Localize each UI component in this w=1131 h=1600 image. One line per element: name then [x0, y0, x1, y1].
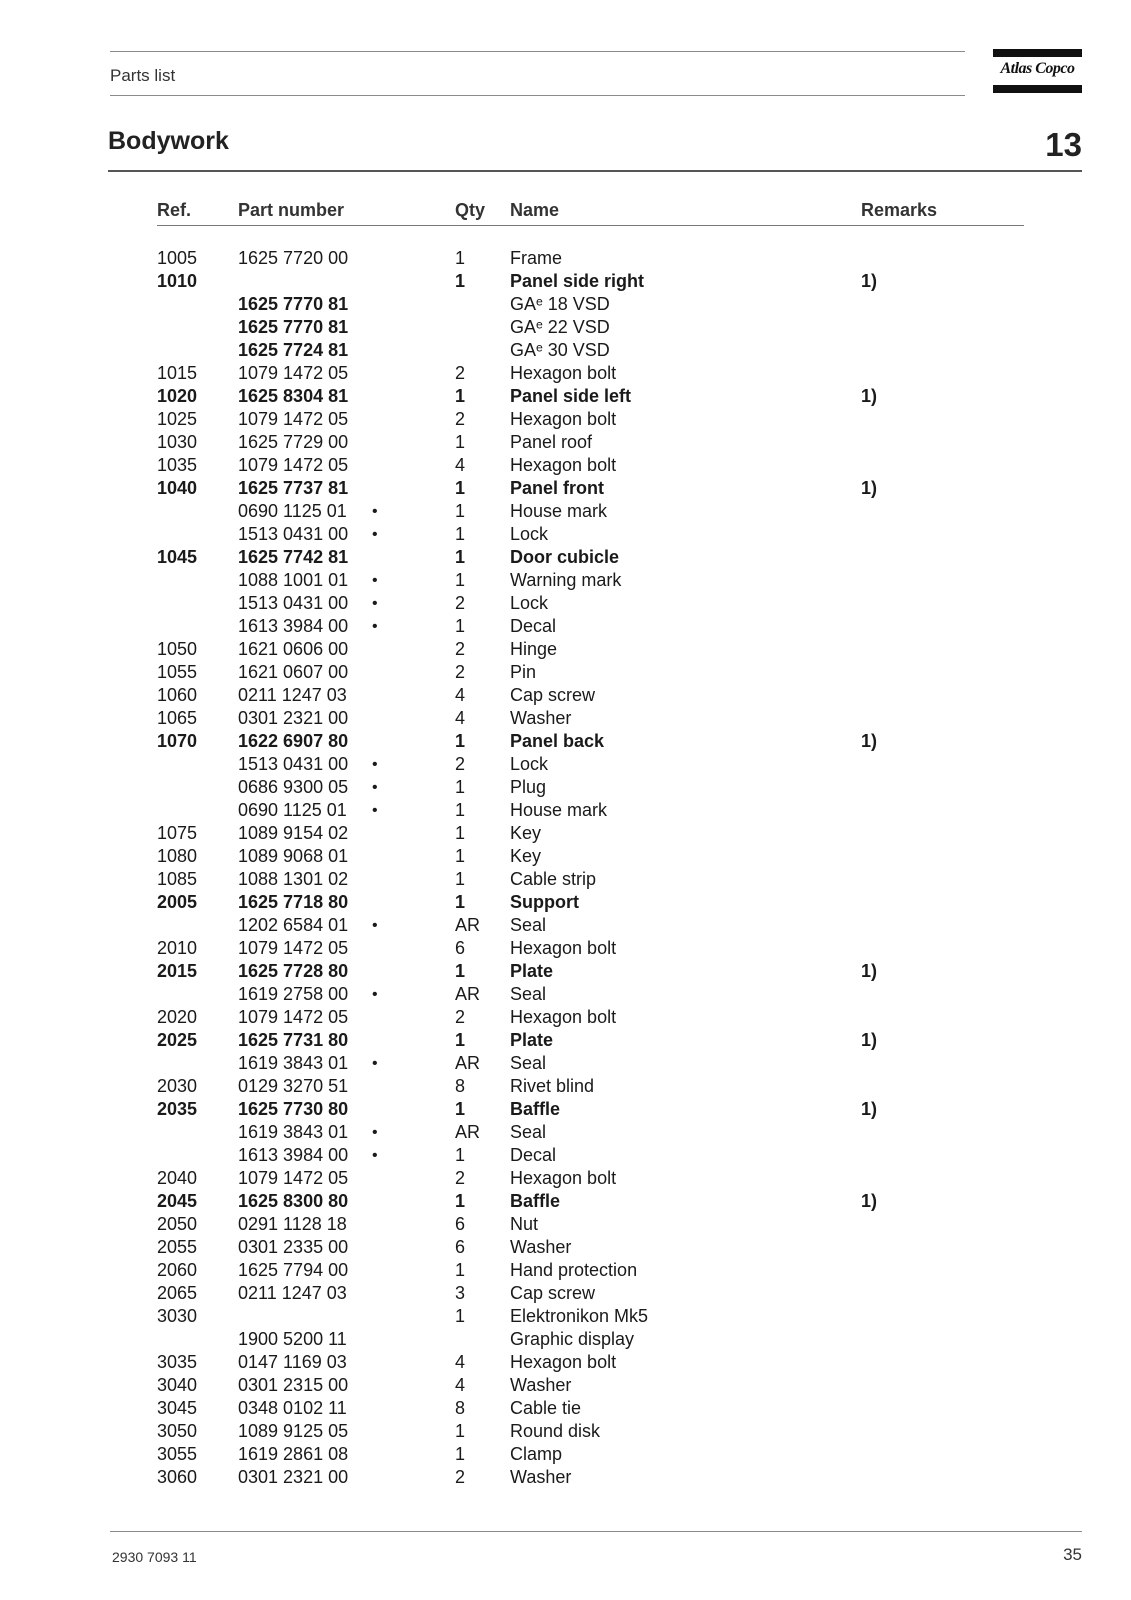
table-row: [157, 270, 1024, 293]
cell-remarks: 1): [861, 271, 878, 291]
cell-qty: 8: [455, 1398, 466, 1418]
table-row: [157, 730, 1024, 753]
cell-name: Rivet blind: [510, 1076, 595, 1096]
cell-qty: 2: [455, 662, 466, 682]
cell-ref: 2055: [157, 1237, 198, 1257]
table-row: [157, 1305, 1024, 1328]
cell-part-number: 1613 3984 00: [238, 1145, 349, 1165]
cell-part-number: 0690 1125 01: [238, 800, 347, 820]
cell-part-number: 0686 9300 05: [238, 777, 349, 797]
cell-ref: 1055: [157, 662, 198, 682]
header-label: Parts list: [110, 66, 176, 85]
cell-ref: 1065: [157, 708, 198, 728]
cell-part-number: 1625 7724 81: [238, 340, 349, 360]
table-row: [157, 684, 1024, 707]
cell-ref: 1085: [157, 869, 198, 889]
cell-name: House mark: [510, 501, 608, 521]
cell-qty: 1: [455, 432, 466, 452]
cell-part-number: 1900 5200 11: [238, 1329, 347, 1349]
cell-name: Hand protection: [510, 1260, 638, 1280]
table-row: [157, 500, 1024, 523]
cell-ref: 2010: [157, 938, 198, 958]
cell-bullet: •: [372, 595, 378, 612]
cell-part-number: 1513 0431 00: [238, 754, 349, 774]
table-row: [157, 1052, 1024, 1075]
table-row: [157, 638, 1024, 661]
cell-bullet: •: [372, 503, 378, 520]
cell-part-number: 1079 1472 05: [238, 938, 349, 958]
table-row: [157, 408, 1024, 431]
cell-qty: 3: [455, 1283, 466, 1303]
cell-ref: 2030: [157, 1076, 198, 1096]
cell-part-number: 0129 3270 51: [238, 1076, 349, 1096]
cell-part-number: 1622 6907 80: [238, 731, 349, 751]
table-row: [157, 914, 1024, 937]
cell-qty: 1: [455, 1191, 466, 1211]
cell-ref: 2040: [157, 1168, 198, 1188]
cell-ref: 3045: [157, 1398, 198, 1418]
cell-part-number: 0301 2321 00: [238, 708, 349, 728]
cell-ref: 3055: [157, 1444, 198, 1464]
cell-part-number: 1202 6584 01: [238, 915, 349, 935]
table-row: [157, 1282, 1024, 1305]
table-header-rule: [157, 225, 1024, 226]
cell-part-number: 0690 1125 01: [238, 501, 347, 521]
section-rule: [108, 170, 1082, 172]
cell-name: Panel front: [510, 478, 605, 498]
cell-name: Seal: [510, 1122, 547, 1142]
cell-qty: 1: [455, 248, 466, 268]
cell-bullet: •: [372, 1147, 378, 1164]
cell-name: Pin: [510, 662, 537, 682]
table-row: [157, 1190, 1024, 1213]
cell-part-number: 1079 1472 05: [238, 409, 349, 429]
table-body: [157, 247, 1024, 1489]
cell-ref: 3030: [157, 1306, 198, 1326]
cell-part-number: 1079 1472 05: [238, 455, 349, 475]
cell-name: Clamp: [510, 1444, 563, 1464]
cell-ref: 1020: [157, 386, 198, 406]
table-row: [157, 1259, 1024, 1282]
table-row: [157, 776, 1024, 799]
cell-remarks: 1): [861, 1099, 878, 1119]
cell-part-number: 1613 3984 00: [238, 616, 349, 636]
cell-remarks: 1): [861, 961, 878, 981]
cell-part-number: 0301 2321 00: [238, 1467, 349, 1487]
cell-qty: 1: [455, 547, 466, 567]
table-row: [157, 592, 1024, 615]
table-row: [157, 385, 1024, 408]
table-header: [157, 200, 1024, 224]
cell-name: Lock: [510, 524, 549, 544]
parts-table: [157, 200, 1024, 1487]
atlas-copco-logo: [993, 49, 1082, 93]
table-row: [157, 615, 1024, 638]
cell-bullet: •: [372, 779, 378, 796]
cell-part-number: 1089 9154 02: [238, 823, 349, 843]
table-row: [157, 362, 1024, 385]
cell-qty: 2: [455, 1467, 466, 1487]
cell-name: Hexagon bolt: [510, 409, 617, 429]
cell-name: Cap screw: [510, 685, 596, 705]
cell-qty: 2: [455, 1168, 466, 1188]
cell-name: Elektronikon Mk5: [510, 1306, 649, 1326]
table-row: [157, 247, 1024, 270]
cell-ref: 2035: [157, 1099, 198, 1119]
cell-part-number: 0301 2315 00: [238, 1375, 349, 1395]
cell-qty: 2: [455, 754, 466, 774]
cell-remarks: 1): [861, 1030, 878, 1050]
cell-ref: 3050: [157, 1421, 198, 1441]
cell-part-number: 1513 0431 00: [238, 524, 349, 544]
table-row: [157, 937, 1024, 960]
cell-bullet: •: [372, 572, 378, 589]
cell-name: Warning mark: [510, 570, 622, 590]
cell-name: Washer: [510, 1375, 572, 1395]
cell-bullet: •: [372, 986, 378, 1003]
cell-part-number: 1625 7731 80: [238, 1030, 349, 1050]
cell-ref: 1035: [157, 455, 198, 475]
cell-name: Key: [510, 846, 542, 866]
table-row: [157, 707, 1024, 730]
cell-part-number: 0301 2335 00: [238, 1237, 349, 1257]
cell-name: Hexagon bolt: [510, 1168, 617, 1188]
table-row: [157, 960, 1024, 983]
cell-part-number: 1625 7730 80: [238, 1099, 349, 1119]
cell-qty: 4: [455, 708, 466, 728]
cell-qty: 1: [455, 524, 466, 544]
cell-qty: 1: [455, 1306, 466, 1326]
cell-part-number: 1619 2758 00: [238, 984, 349, 1004]
cell-qty: 1: [455, 570, 466, 590]
footer-rule: [110, 1531, 1082, 1532]
cell-ref: 1045: [157, 547, 198, 567]
table-row: [157, 1075, 1024, 1098]
table-row: [157, 1167, 1024, 1190]
cell-qty: AR: [455, 915, 481, 935]
cell-name: Washer: [510, 1467, 572, 1487]
cell-part-number: 1088 1301 02: [238, 869, 349, 889]
cell-name: Decal: [510, 1145, 557, 1165]
cell-ref: 1070: [157, 731, 198, 751]
section-title: Bodywork: [108, 127, 229, 155]
cell-qty: 1: [455, 1099, 466, 1119]
table-row: [157, 1466, 1024, 1489]
table-row: [157, 293, 1024, 316]
cell-name: Cable tie: [510, 1398, 582, 1418]
cell-name: Round disk: [510, 1421, 601, 1441]
cell-qty: 1: [455, 1030, 466, 1050]
cell-name: Baffle: [510, 1191, 561, 1211]
cell-ref: 3035: [157, 1352, 198, 1372]
column-header-name: Name: [510, 200, 560, 220]
cell-qty: 6: [455, 1214, 466, 1234]
cell-part-number: 1625 7770 81: [238, 294, 349, 314]
cell-name: Baffle: [510, 1099, 561, 1119]
cell-part-number: 1621 0607 00: [238, 662, 349, 682]
cell-ref: 2060: [157, 1260, 198, 1280]
section-number: 13: [1045, 126, 1082, 163]
cell-qty: 2: [455, 409, 466, 429]
cell-part-number: 1621 0606 00: [238, 639, 349, 659]
table-row: [157, 1351, 1024, 1374]
cell-qty: 1: [455, 1145, 466, 1165]
cell-name: GAᵉ 30 VSD: [510, 340, 610, 360]
cell-name: Support: [510, 892, 579, 912]
column-header-qty: Qty: [455, 200, 486, 220]
cell-name: Seal: [510, 984, 547, 1004]
column-header-ref: Ref.: [157, 200, 192, 220]
cell-part-number: 1089 9125 05: [238, 1421, 349, 1441]
column-header-remarks: Remarks: [861, 200, 938, 220]
cell-qty: 1: [455, 501, 466, 521]
cell-name: Lock: [510, 754, 549, 774]
cell-remarks: 1): [861, 386, 878, 406]
cell-name: Panel side right: [510, 271, 645, 291]
cell-name: Hexagon bolt: [510, 1352, 617, 1372]
table-row: [157, 891, 1024, 914]
cell-ref: 1010: [157, 271, 198, 291]
cell-qty: 2: [455, 593, 466, 613]
cell-qty: 1: [455, 800, 466, 820]
table-row: [157, 316, 1024, 339]
cell-qty: AR: [455, 984, 481, 1004]
cell-qty: 1: [455, 777, 466, 797]
cell-qty: 1: [455, 846, 466, 866]
logo-text: Atlas Copco: [1000, 60, 1075, 77]
cell-qty: 1: [455, 869, 466, 889]
cell-ref: 1030: [157, 432, 198, 452]
cell-ref: 1075: [157, 823, 198, 843]
table-row: [157, 753, 1024, 776]
cell-name: Plate: [510, 961, 554, 981]
table-row: [157, 822, 1024, 845]
cell-ref: 2005: [157, 892, 198, 912]
cell-part-number: 0211 1247 03: [238, 685, 347, 705]
cell-name: Decal: [510, 616, 557, 636]
cell-name: Plate: [510, 1030, 554, 1050]
cell-part-number: 1625 7729 00: [238, 432, 349, 452]
cell-ref: 1025: [157, 409, 198, 429]
cell-part-number: 1088 1001 01: [238, 570, 349, 590]
cell-qty: 6: [455, 938, 466, 958]
cell-qty: 4: [455, 455, 466, 475]
cell-qty: 2: [455, 1007, 466, 1027]
cell-ref: 2050: [157, 1214, 198, 1234]
cell-remarks: 1): [861, 731, 878, 751]
cell-part-number: 1079 1472 05: [238, 1168, 349, 1188]
cell-bullet: •: [372, 917, 378, 934]
cell-qty: 1: [455, 1260, 466, 1280]
cell-name: Cable strip: [510, 869, 597, 889]
cell-remarks: 1): [861, 1191, 878, 1211]
cell-qty: AR: [455, 1122, 481, 1142]
cell-qty: 8: [455, 1076, 466, 1096]
cell-name: Hinge: [510, 639, 558, 659]
cell-name: Seal: [510, 1053, 547, 1073]
cell-qty: 1: [455, 478, 466, 498]
cell-name: Washer: [510, 1237, 572, 1257]
cell-ref: 3040: [157, 1375, 198, 1395]
cell-part-number: 1625 7737 81: [238, 478, 349, 498]
cell-name: House mark: [510, 800, 608, 820]
table-row: [157, 1420, 1024, 1443]
cell-qty: 1: [455, 616, 466, 636]
cell-bullet: •: [372, 756, 378, 773]
table-row: [157, 1213, 1024, 1236]
cell-ref: 2015: [157, 961, 198, 981]
cell-name: Washer: [510, 708, 572, 728]
table-row: [157, 983, 1024, 1006]
table-row: [157, 1374, 1024, 1397]
cell-name: Seal: [510, 915, 547, 935]
cell-qty: AR: [455, 1053, 481, 1073]
cell-qty: 2: [455, 363, 466, 383]
table-row: [157, 339, 1024, 362]
table-row: [157, 477, 1024, 500]
cell-ref: 1060: [157, 685, 198, 705]
table-row: [157, 1098, 1024, 1121]
cell-bullet: •: [372, 526, 378, 543]
cell-qty: 2: [455, 639, 466, 659]
cell-ref: 2065: [157, 1283, 198, 1303]
cell-name: Plug: [510, 777, 547, 797]
table-row: [157, 1029, 1024, 1052]
cell-name: Panel side left: [510, 386, 632, 406]
cell-bullet: •: [372, 618, 378, 635]
table-row: [157, 454, 1024, 477]
cell-part-number: 1625 7742 81: [238, 547, 349, 567]
cell-part-number: 1513 0431 00: [238, 593, 349, 613]
cell-part-number: 1089 9068 01: [238, 846, 349, 866]
cell-part-number: 1079 1472 05: [238, 1007, 349, 1027]
cell-name: Hexagon bolt: [510, 455, 617, 475]
header-top-rule: [110, 51, 965, 52]
cell-part-number: 1079 1472 05: [238, 363, 349, 383]
cell-qty: 1: [455, 386, 466, 406]
cell-ref: 2025: [157, 1030, 198, 1050]
column-header-part-number: Part number: [238, 200, 345, 220]
cell-part-number: 0147 1169 03: [238, 1352, 347, 1372]
cell-qty: 4: [455, 1352, 466, 1372]
cell-ref: 1040: [157, 478, 198, 498]
cell-part-number: 1625 8304 81: [238, 386, 349, 406]
table-row: [157, 1236, 1024, 1259]
logo-bottom-bar: [993, 85, 1082, 93]
table-row: [157, 431, 1024, 454]
logo-top-bar: [993, 49, 1082, 57]
cell-name: Key: [510, 823, 542, 843]
cell-qty: 1: [455, 892, 466, 912]
page-number: 35: [1063, 1545, 1082, 1564]
cell-qty: 4: [455, 1375, 466, 1395]
table-row: [157, 868, 1024, 891]
cell-qty: 1: [455, 731, 466, 751]
cell-qty: 1: [455, 271, 466, 291]
cell-name: Hexagon bolt: [510, 363, 617, 383]
table-row: [157, 1006, 1024, 1029]
cell-qty: 4: [455, 685, 466, 705]
cell-name: GAᵉ 22 VSD: [510, 317, 610, 337]
table-row: [157, 1144, 1024, 1167]
cell-part-number: 0348 0102 11: [238, 1398, 347, 1418]
cell-name: Hexagon bolt: [510, 938, 617, 958]
cell-ref: 3060: [157, 1467, 198, 1487]
cell-qty: 1: [455, 1421, 466, 1441]
cell-name: Door cubicle: [510, 547, 620, 567]
table-row: [157, 569, 1024, 592]
cell-name: Cap screw: [510, 1283, 596, 1303]
table-row: [157, 845, 1024, 868]
cell-qty: 1: [455, 823, 466, 843]
cell-part-number: 1625 7794 00: [238, 1260, 349, 1280]
cell-part-number: 1625 7728 80: [238, 961, 349, 981]
cell-name: Frame: [510, 248, 563, 268]
cell-ref: 1050: [157, 639, 198, 659]
table-row: [157, 1328, 1024, 1351]
cell-qty: 6: [455, 1237, 466, 1257]
table-row: [157, 546, 1024, 569]
cell-name: Hexagon bolt: [510, 1007, 617, 1027]
cell-part-number: 0291 1128 18: [238, 1214, 347, 1234]
cell-qty: 1: [455, 1444, 466, 1464]
table-row: [157, 1121, 1024, 1144]
header-bottom-rule: [110, 95, 965, 96]
cell-ref: 2045: [157, 1191, 198, 1211]
cell-name: GAᵉ 18 VSD: [510, 294, 610, 314]
cell-part-number: 1625 7720 00: [238, 248, 349, 268]
cell-ref: 2020: [157, 1007, 198, 1027]
cell-part-number: 1619 3843 01: [238, 1053, 349, 1073]
table-row: [157, 661, 1024, 684]
cell-remarks: 1): [861, 478, 878, 498]
cell-name: Graphic display: [510, 1329, 635, 1349]
table-row: [157, 523, 1024, 546]
document-number: 2930 7093 11: [112, 1549, 197, 1565]
cell-qty: 1: [455, 961, 466, 981]
cell-ref: 1080: [157, 846, 198, 866]
cell-bullet: •: [372, 802, 378, 819]
table-row: [157, 1443, 1024, 1466]
cell-part-number: 1619 2861 08: [238, 1444, 349, 1464]
cell-name: Nut: [510, 1214, 539, 1234]
cell-name: Panel back: [510, 731, 605, 751]
table-row: [157, 1397, 1024, 1420]
cell-name: Lock: [510, 593, 549, 613]
cell-name: Panel roof: [510, 432, 593, 452]
cell-part-number: 1625 7718 80: [238, 892, 349, 912]
cell-ref: 1005: [157, 248, 198, 268]
cell-ref: 1015: [157, 363, 198, 383]
table-row: [157, 799, 1024, 822]
cell-part-number: 1619 3843 01: [238, 1122, 349, 1142]
cell-part-number: 1625 8300 80: [238, 1191, 349, 1211]
cell-part-number: 1625 7770 81: [238, 317, 349, 337]
cell-part-number: 0211 1247 03: [238, 1283, 347, 1303]
cell-bullet: •: [372, 1055, 378, 1072]
cell-bullet: •: [372, 1124, 378, 1141]
